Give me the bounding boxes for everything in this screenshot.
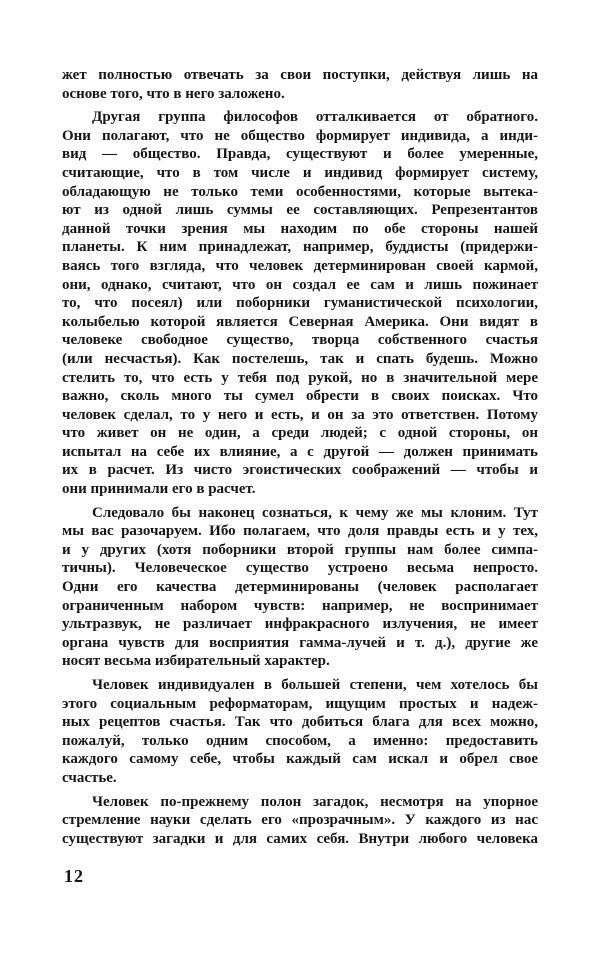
paragraph — [62, 66, 538, 103]
text-line: этого социальным реформаторам, ищущим простых и надеж- — [62, 695, 538, 712]
text-line: данной точки зрения мы находим по обе стороны нашей — [62, 220, 538, 237]
text-line: счастье. — [62, 769, 117, 786]
text-line: что живет он не один, а среди людей; с одной стороны, он — [62, 425, 538, 442]
text-line: ют из одной лишь суммы ее составляющих. Репрезентантов — [62, 202, 538, 219]
text-line: тичны). Человеческое существо устроено весьма непросто. — [62, 560, 538, 577]
text-line: Человек индивидуален в большей степени, чем хотелось бы — [92, 677, 538, 693]
text-line: колыбелью которой является Северная Америка. Они видят в — [62, 313, 538, 330]
text-line: пожалуй, только одним способом, а именно: предоставить — [62, 732, 538, 749]
text-line: мы вас разочаруем. Ибо полагаем, что доля правды есть и у тех, — [62, 523, 538, 540]
text-line: Другая группа философов отталкивается от обратного. — [92, 109, 538, 126]
text-line: стремление науки сделать его «прозрачным». У каждого из нас — [62, 812, 538, 829]
paragraph — [62, 504, 538, 671]
text-line: Одни его качества детерминированы (человек располагает — [62, 579, 538, 596]
text-line: носят весьма избирательный характер. — [62, 653, 330, 670]
text-line: они, однако, считают, что он создал ее сам и лишь пожинает — [62, 276, 538, 293]
paragraph — [62, 676, 538, 788]
text-line: (или несчастья). Как постелешь, так и спать будешь. Можно — [62, 350, 538, 367]
text-line: то, что посеял) или поборники гуманистической психологии, — [62, 295, 538, 312]
paragraph — [62, 793, 538, 849]
text-line: Они полагают, что не общество формирует индивида, а инди- — [62, 127, 538, 144]
text-line: испытал на себе их влияние, а с другой — должен принимать — [62, 443, 538, 460]
paragraph — [62, 108, 538, 498]
text-line: каждого самому себе, чтобы каждый сам искал и обрел свое — [62, 751, 538, 768]
page-number: 12 — [64, 866, 84, 886]
text-line: ультразвук, не различает инфракрасного излучения, не имеет — [62, 616, 538, 633]
text-line: они принимали его в расчет. — [62, 481, 256, 498]
text-line: считающие, что в том числе и индивид формирует систему, — [62, 164, 538, 181]
text-line: человеке свободное существо, творца собственного счастья — [62, 332, 538, 349]
text-line: планеты. К ним принадлежат, например, буддисты (придержи- — [62, 239, 538, 256]
text-line: человек сделал, то у него и есть, и он за это ответствен. Потому — [62, 406, 538, 423]
text-block — [62, 66, 538, 848]
text-line: жет полностью отвечать за свои поступки, действуя лишь на — [62, 67, 538, 83]
text-line: вид — общество. Правда, существуют и более умеренные, — [62, 146, 538, 163]
text-line: Человек по-прежнему полон загадок, несмотря на упорное — [92, 793, 538, 810]
text-line: важно, сколь много ты сумел обрести в своих поисках. Что — [62, 388, 538, 405]
text-line: обладающую не только теми особенностями, которые вытека- — [62, 183, 538, 200]
text-line: ваясь того взгляда, что человек детерминирован своей кармой, — [62, 257, 538, 274]
text-line: стелить то, что есть у тебя под рукой, но в значительной мере — [62, 369, 538, 386]
text-line: их в расчет. Из чисто эгоистических соображений — чтобы и — [62, 462, 538, 479]
text-line: ограниченным набором чувств: например, не воспринимает — [62, 597, 538, 614]
text-line: существуют загадки и для самих себя. Внутри любого человека — [62, 830, 538, 847]
text-line: Следовало бы наконец сознаться, к чему же мы клоним. Тут — [92, 504, 538, 521]
text-line: основе того, что в него заложено. — [62, 85, 285, 102]
text-line: и у других (хотя поборники второй группы нам более симпа- — [62, 541, 538, 558]
text-line: ных рецептов счастья. Так что добиться блага для всех можно, — [62, 714, 538, 731]
text-line: органа чувств для восприятия гамма-лучей и т. д.), другие же — [62, 634, 538, 651]
